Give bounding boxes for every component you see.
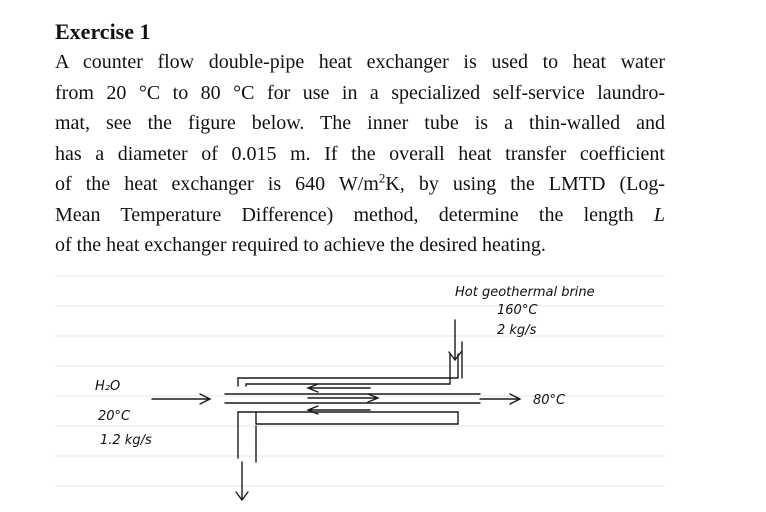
statement-line-6-pre: Mean Temperature Difference) method, determine the length (55, 203, 654, 226)
statement-line-5 (55, 169, 665, 200)
outlet-temp: 80°C (533, 393, 566, 408)
statement-line-7: of the heat exchanger required to achieve the desired heating. (55, 234, 546, 256)
brine-label: Hot geothermal brine (455, 285, 595, 300)
exercise-statement (55, 47, 665, 261)
statement-line-2: from 20 °C to 80 °C for use in a specialized self-service laundro- (55, 81, 665, 104)
statement-line-5-post: K, by using the LMTD (Log- (385, 173, 665, 195)
statement-line-4: has a diameter of 0.015 m. If the overall heat transfer coefficient (55, 142, 665, 165)
ruled-lines (55, 276, 665, 486)
statement-line-6 (55, 200, 665, 231)
heat-exchanger-figure (0, 262, 766, 512)
exchanger-drawing (152, 320, 520, 500)
annulus-arrow-lower (308, 406, 370, 414)
water-flow: 1.2 kg/s (100, 433, 152, 448)
brine-outlet-arrow (236, 462, 248, 500)
outer-shell-top (238, 354, 458, 386)
brine-temp: 160°C (497, 303, 538, 318)
brine-inlet-arrow (449, 320, 461, 360)
length-variable: L (653, 203, 665, 226)
statement-line-5-pre: of the heat exchanger is 640 W/m (55, 173, 379, 195)
outer-shell-bottom-inner (256, 412, 458, 424)
inner-flow-arrow (308, 394, 378, 402)
brine-flow: 2 kg/s (497, 323, 537, 338)
statement-line-1: A counter flow double-pipe heat exchanger is used to heat water (55, 51, 665, 73)
exercise-title: Exercise 1 (55, 19, 151, 44)
statement-line-5-sup: 2 (378, 170, 386, 186)
water-temp: 20°C (98, 409, 131, 424)
annulus-arrow-upper (308, 384, 370, 392)
outer-shell-top-inner (246, 354, 450, 386)
statement-line-3: mat, see the figure below. The inner tube is a thin-walled and (55, 112, 665, 134)
water-label: H₂O (95, 379, 121, 394)
